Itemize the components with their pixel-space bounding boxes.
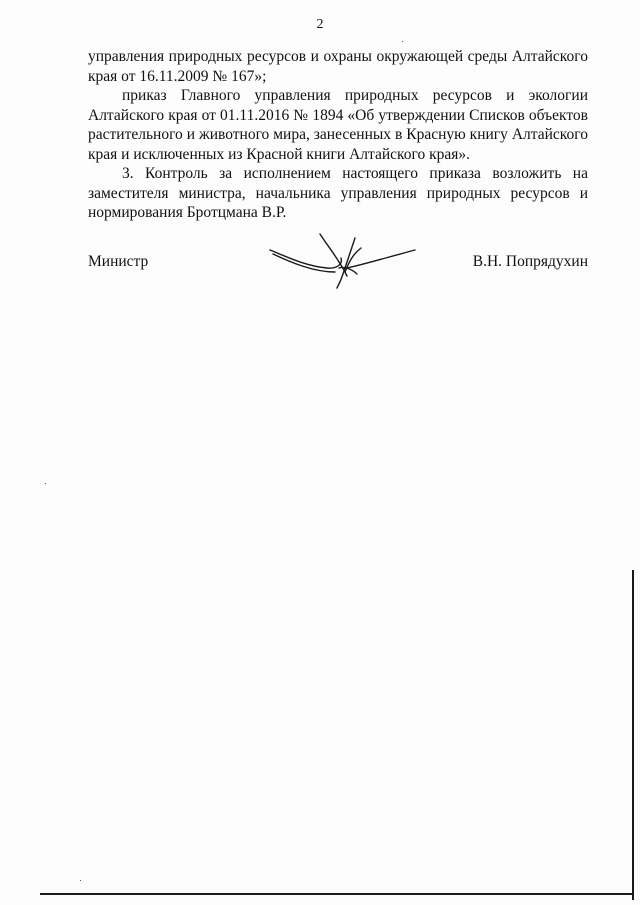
paragraph-control-clause: 3. Контроль за исполнением настоящего приказа возложить на заместителя министра, начальника управления природных ресурсов и нормирования Бротцмана В.Р. [88, 165, 588, 221]
paragraph-continuation: управления природных ресурсов и охраны окружающей среды Алтайского края от 16.11.2009 № 167»; [88, 48, 588, 85]
scan-border-bottom [40, 893, 632, 895]
scan-border-right [632, 570, 634, 900]
scan-speck [45, 483, 46, 484]
document-body [88, 47, 588, 223]
page-number: 2 [316, 17, 324, 32]
signatory-name: В.Н. Попрядухин [472, 253, 588, 270]
scan-speck [402, 41, 403, 42]
signatory-title: Министр [88, 253, 149, 270]
scan-speck [80, 880, 81, 881]
handwritten-signature [265, 228, 425, 290]
paragraph-order-reference: приказ Главного управления природных ресурсов и экологии Алтайского края от 01.11.2016 № 1894 «Об утверждении Списков объектов растительного и животного мира, занесенных в Красную книгу Алтайского края и исключенных из Красной книги Алтайского края». [88, 87, 588, 163]
